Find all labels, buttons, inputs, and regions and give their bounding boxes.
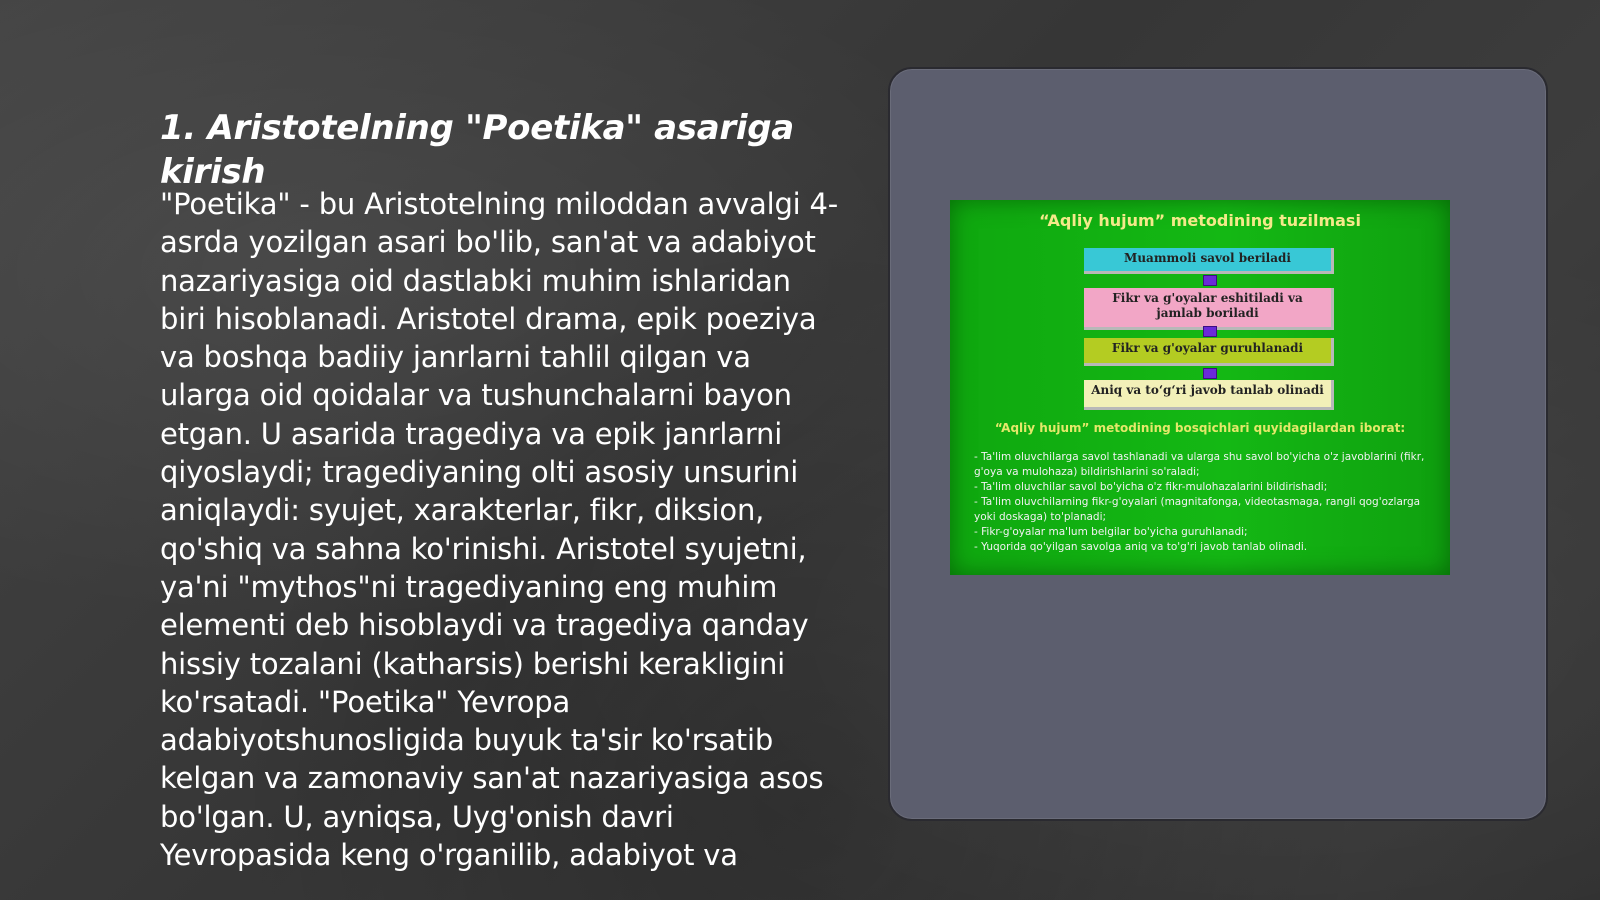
brainstorming-diagram-image xyxy=(950,200,1450,575)
diagram-stage-item: - Ta'lim oluvchilarning fikr-g'oyalari (magnitafonga, videotasmaga, rangli qog'ozlarga yoki doskaga) to'planadi; xyxy=(974,496,1421,523)
diagram-step-4: Aniq va to‘g‘ri javob tanlab olinadi xyxy=(1084,380,1334,410)
diagram-stage-item: - Ta'lim oluvchilarga savol tashlanadi va ularga shu savol bo'yicha o'z javoblarini (fikr, g'oya va mulohaza) bildirishlarini so'raladi; xyxy=(974,451,1425,478)
diagram-stage-item: - Fikr-g'oyalar ma'lum belgilar bo'yicha guruhlanadi; xyxy=(974,526,1248,538)
diagram-subtitle: “Aqliy hujum” metodining bosqichlari quyidagilardan iborat: xyxy=(994,421,1406,435)
diagram-step-1: Muammoli savol beriladi xyxy=(1084,248,1334,274)
diagram-stage-item: - Yuqorida qo'yilgan savolga aniq va to'g'ri javob tanlab olinadi. xyxy=(974,541,1308,553)
slide-body-text: "Poetika" - bu Aristotelning miloddan avvalgi 4-asrda yozilgan asari bo'lib, san'at va adabiyot nazariyasiga oid dastlabki muhim ishlaridan biri hisoblanadi. Aristotel drama, epik poeziya va boshqa badiiy janrlarni tahlil qilgan va ularga oid qoidalar va tushunchalarni bayon etgan. U asarida tragediya va epik janrlarni qiyoslaydi; tragediyaning olti asosiy unsurini aniqlaydi: syujet, xarakterlar, fikr, diksion, qo'shiq va sahna ko'rinishi. Aristotel syujetni, ya'ni "mythos"ni tragediyaning eng muhim elementi deb hisoblaydi va tragediya qanday hissiy tozalani (katharsis) berishi kerakligini ko'rsatadi. "Poetika" Yevropa adabiyotshunosligida buyuk ta'sir ko'rsatib kelgan va zamonaviy san'at nazariyasiga asos bo'lgan. U, ayniqsa, Uyg'onish davri Yevropasida keng o'rganilib, adabiyot va xyxy=(160,187,839,873)
slide-title: 1. Aristotelning "Poetika" asariga kirish xyxy=(160,108,794,192)
arrow-down-icon xyxy=(1203,326,1217,337)
diagram-step-3: Fikr va g'oyalar guruhlanadi xyxy=(1084,338,1334,366)
diagram-stage-list xyxy=(974,450,1430,555)
diagram-stage-item: - Ta'lim oluvchilar savol bo'yicha o'z fikr-mulohazalarini bildirishadi; xyxy=(974,481,1328,493)
arrow-down-icon xyxy=(1203,368,1217,379)
diagram-title: “Aqliy hujum” metodining tuzilmasi xyxy=(1039,211,1361,230)
diagram-step-2: Fikr va g'oyalar eshitiladi va jamlab boriladi xyxy=(1084,288,1334,330)
arrow-down-icon xyxy=(1203,275,1217,286)
